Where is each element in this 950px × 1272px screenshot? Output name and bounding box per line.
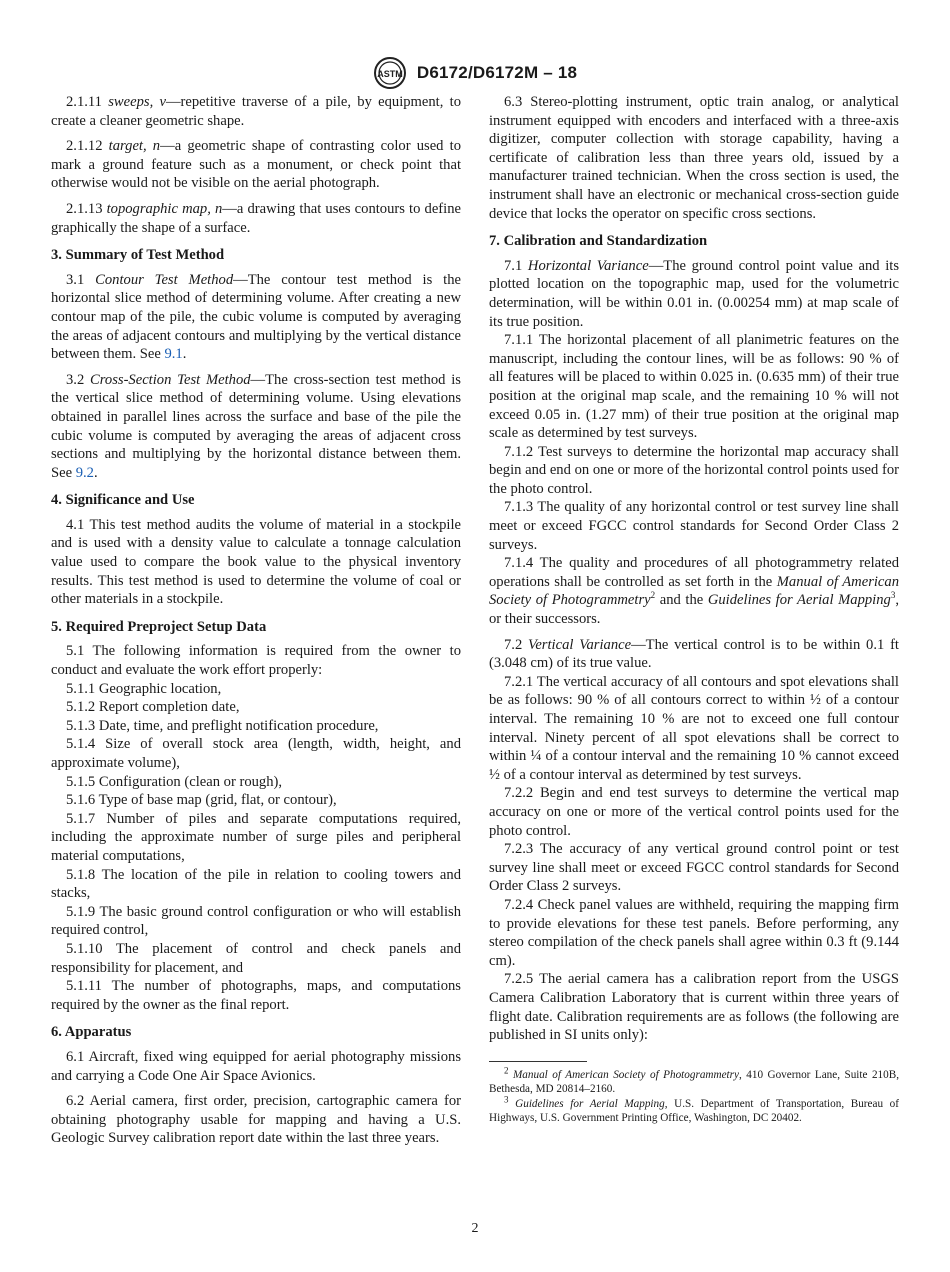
svg-text:ASTM: ASTM	[377, 69, 403, 79]
list-item: 5.1.5 Configuration (clean or rough),	[66, 773, 283, 790]
footnote-3: $^3$ Guidelines for Aerial Mapping, U.S. Department of Transportation, Bureau of Highways, U.S. Government Printing Office, Washington, DC 20402.	[489, 1093, 900, 1125]
section-6-1: 6.1 Aircraft, fixed wing equipped for aerial photography missions and carrying a Code One Air Space Avionics.	[51, 1048, 461, 1084]
page-number: 2	[471, 1221, 479, 1236]
section-3-2: 3.2 Cross-Section Test Method—The cross-section test method is the vertical slice method of determining volume. Using elevations obtained in parallel lines across the surface and base of the pile the cubic volume is computed by averaging the areas of adjacent cross sections and multiplying by the horizontal distance between them. See 9.2.	[51, 371, 461, 481]
section-7-2-4: 7.2.4 Check panel values are withheld, requiring the mapping firm to provide elevations for these test panels. Before performing, any stereo compilation of the check panels shall agree within 0.3 ft (9.144 cm).	[489, 896, 899, 969]
section-7-1-4: 7.1.4 The quality and procedures of all photogrammetry related operations shall be controlled as set forth in the Manual of American Society of Photogrammetry$^2$ and the Guidelines for Aerial Mapping$^3$, or their successors.	[489, 555, 899, 628]
section-7-2-5: 7.2.5 The aerial camera has a calibration report from the USGS Camera Calibration Laboratory that is current within three years of flight date. Calibration requirements are as follows (the following are published in SI units only):	[489, 971, 899, 1044]
section-7-1-3: 7.1.3 The quality of any horizontal control or test survey line shall meet or exceed FGCC control standards for Second Order Class 2 surveys.	[489, 499, 899, 553]
section-6-3: 6.3 Stereo-plotting instrument, optic train analog, or analytical instrument equipped with encoders and interfaced with a three-axis digitizer, computer collection with storage capability, having a certificate of calibration less than three years old, issued by a manufacturer trained technician. When the cross section is used, the instrument shall have an electronic or mechanical cross-section guide device that locks the operator on specific cross sections.	[489, 94, 899, 222]
list-item: 5.1.1 Geographic location,	[66, 680, 222, 697]
ref-link-9-1[interactable]: 9.1	[164, 346, 183, 363]
heading-setup-data: 5. Required Preproject Setup Data	[51, 618, 267, 635]
section-2-1-13: 2.1.13 topographic map, n—a drawing that uses contours to define graphically the shape of a surface.	[51, 200, 461, 236]
list-item: 5.1.7 Number of piles and separate computations required, including the approximate number of surge piles and peripheral material computations,	[51, 810, 461, 864]
section-7-1: 7.1 Horizontal Variance—The ground control point value and its plotted location on the topographic map, used for the volumetric determination, will be within 0.01 in. (0.00254 mm) at map scale of its true position.	[489, 257, 899, 330]
list-item: 5.1.11 The number of photographs, maps, and computations required by the owner as the final report.	[51, 978, 461, 1013]
footnote-divider	[489, 1061, 587, 1062]
astm-logo-icon	[373, 56, 407, 90]
list-item: 5.1.10 The placement of control and check panels and responsibility for placement, and	[51, 940, 461, 976]
section-4-1: 4.1 This test method audits the volume of material in a stockpile and is used with a density value to calculate a tonnage calculation value used to compare the book value to the physical inventory results. This test method is used to determine the volume of coal or other materials in a stockpile.	[51, 516, 461, 608]
list-item: 5.1.9 The basic ground control configuration or who will establish required control,	[51, 903, 461, 939]
heading-significance: 4. Significance and Use	[51, 492, 195, 509]
page-header	[0, 56, 950, 90]
section-3-1: 3.1 Contour Test Method—The contour test method is the horizontal slice method of determining volume. After creating a new contour map of the pile, the cubic volume is computed by averaging the areas of adjacent contours and multiplying by the vertical distance between them. See 9.1.	[51, 271, 461, 363]
standard-designation: D6172/D6172M – 18	[416, 63, 578, 82]
section-7-2-1: 7.2.1 The vertical accuracy of all contours and spot elevations shall be as follows: 90 % of all contours correct to within ½ of a contour interval. The remaining 10 % are not to exceed one full contour interval. Ninety percent of all spot elevations shall be correct to within ¼ of a contour interval and the remaining 10 % cannot exceed ½ of a contour interval as determined by test surveys.	[489, 673, 899, 783]
section-7-1-2: 7.1.2 Test surveys to determine the horizontal map accuracy shall begin and end on one or more of the horizontal control points used for the photo control.	[489, 443, 899, 497]
section-7-2-2: 7.2.2 Begin and end test surveys to determine the vertical map accuracy on one or more of the vertical control points used for the photo control.	[489, 785, 899, 839]
section-7-1-1: 7.1.1 The horizontal placement of all planimetric features on the manuscript, including the contour lines, will be as follows: 90 % of all features will be placed to within 0.025 in. (0.635 mm) of their true position at the original map scale, and the remaining 10 % will not exceed 0.05 in. (1.27 mm) of their true position at the original map scale as determined by test surveys.	[489, 332, 899, 442]
setup-data-list	[51, 680, 461, 1015]
footnote-2: $^2$ Manual of American Society of Photogrammetry, 410 Governor Lane, Suite 210B, Bethesda, MD 20814–2160.	[489, 1064, 899, 1096]
right-column	[489, 93, 899, 1126]
section-2-1-11: 2.1.11 sweeps, v—repetitive traverse of a pile, by equipment, to create a cleaner geometric shape.	[51, 94, 461, 129]
heading-calibration: 7. Calibration and Standardization	[489, 233, 708, 250]
list-item: 5.1.3 Date, time, and preflight notification procedure,	[66, 717, 379, 734]
section-2-1-12: 2.1.12 target, n—a geometric shape of contrasting color used to mark a ground feature such as a monument, or check point that otherwise would not be visible on the aerial photograph.	[51, 138, 461, 192]
left-column	[51, 93, 461, 1148]
heading-summary: 3. Summary of Test Method	[51, 247, 225, 264]
list-item: 5.1.4 Size of overall stock area (length, width, height, and approximate volume),	[51, 736, 461, 771]
section-7-2-3: 7.2.3 The accuracy of any vertical ground control point or test survey line shall meet or exceed FGCC control standards for Second Order Class 2 surveys.	[489, 841, 899, 895]
list-item: 5.1.8 The location of the pile in relation to cooling towers and stacks,	[51, 866, 461, 902]
section-7-2: 7.2 Vertical Variance—The vertical control is to be within 0.1 ft (3.048 cm) of its true value.	[489, 636, 899, 672]
ref-link-9-2[interactable]: 9.2	[75, 464, 94, 481]
section-6-2: 6.2 Aerial camera, first order, precision, cartographic camera for obtaining photography usable for mapping and having a U.S. Geologic Survey calibration report date within the last three years.	[51, 1093, 461, 1147]
heading-apparatus: 6. Apparatus	[51, 1024, 132, 1041]
list-item: 5.1.6 Type of base map (grid, flat, or contour),	[66, 792, 337, 809]
list-item: 5.1.2 Report completion date,	[66, 699, 240, 716]
section-5-1: 5.1 The following information is required from the owner to conduct and evaluate the work effort properly:	[51, 643, 461, 679]
